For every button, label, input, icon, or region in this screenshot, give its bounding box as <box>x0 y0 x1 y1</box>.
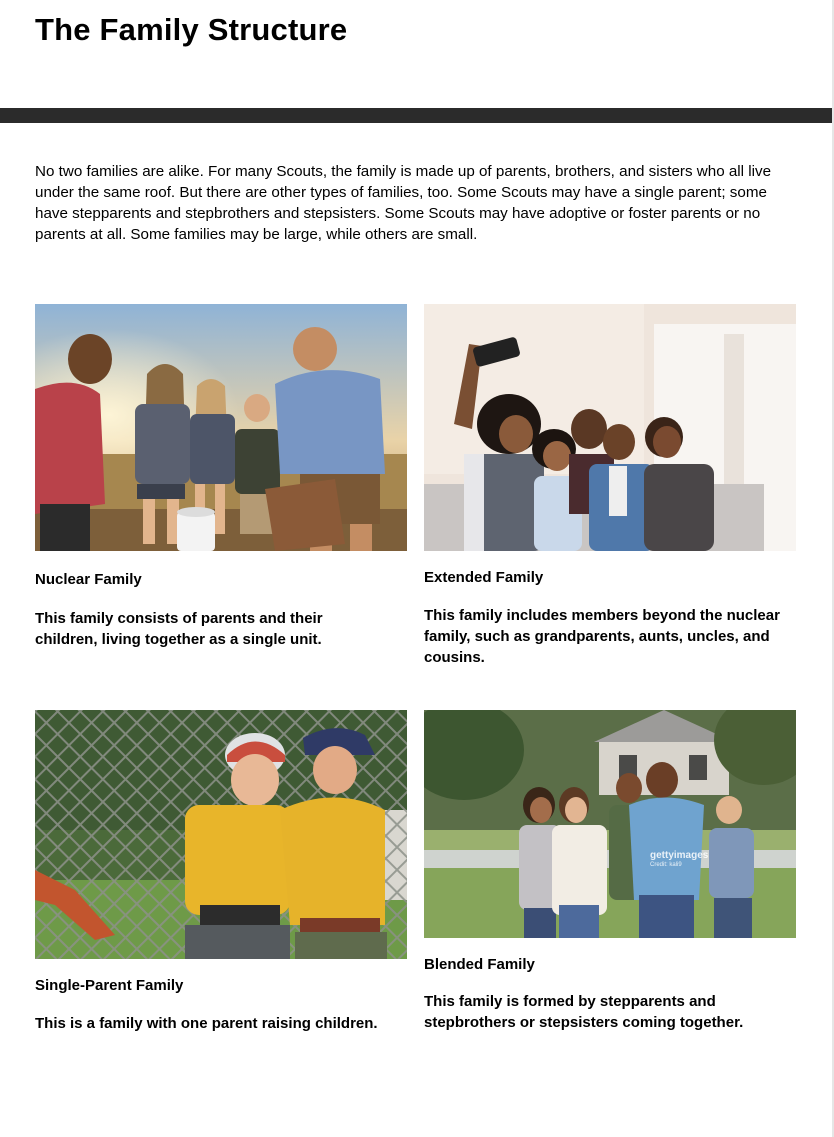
single-parent-family-photo <box>35 710 407 959</box>
intro-paragraph: No two families are alike. For many Scouts, the family is made up of parents, brothers, and sisters who all live under the same roof. But there are other types of families, too. Some Scouts may have a single parent; some have stepparents and stepbrothers and stepsisters. Some Scouts may have adoptive or foster parents or no parents at all. Some families may be large, while others are small. <box>35 163 772 243</box>
card-desc-extended-family: This family includes members beyond the nuclear family, such as grandparents, aunts, uncles, and cousins. <box>424 607 780 666</box>
header-bar <box>0 108 832 123</box>
card-title-extended-family: Extended Family <box>424 569 544 586</box>
card-title-nuclear-family: Nuclear Family <box>35 571 142 588</box>
card-desc-nuclear-family: This family consists of parents and their children, living together as a single unit. <box>35 610 323 648</box>
blended-family-photo <box>424 710 796 938</box>
extended-family-photo <box>424 304 796 551</box>
card-title-single-parent-family: Single-Parent Family <box>35 977 184 994</box>
nuclear-family-photo <box>35 304 407 551</box>
getty-watermark <box>650 851 708 868</box>
getty-watermark-logo: gettyimages <box>650 850 709 861</box>
card-desc-single-parent-family: This is a family with one parent raising children. <box>35 1015 378 1032</box>
page-title: The Family Structure <box>35 12 348 47</box>
getty-watermark-credit: Credit: kali9 <box>650 862 682 868</box>
card-title-blended-family: Blended Family <box>424 956 535 973</box>
card-desc-blended-family: This family is formed by stepparents and stepbrothers or stepsisters coming together. <box>424 993 744 1031</box>
